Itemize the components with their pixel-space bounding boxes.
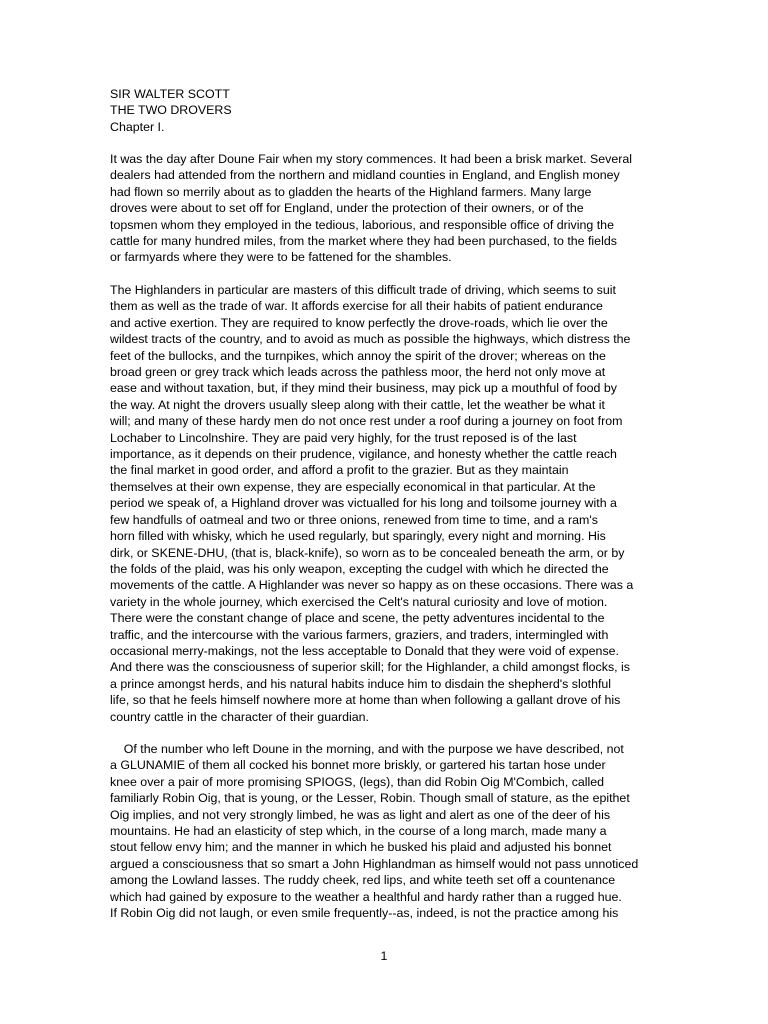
text-line: mountains. He had an elasticity of step which, in the course of a long march, made many a bbox=[110, 824, 607, 839]
text-line: traffic, and the intercourse with the various farmers, graziers, and traders, intermingled with bbox=[110, 627, 609, 642]
text-line: dirk, or SKENE-DHU, (that is, black-knife), so worn as to be concealed beneath the arm, or by bbox=[110, 545, 625, 560]
text-line: droves were about to set off for England, under the protection of their owners, or of the bbox=[110, 201, 584, 216]
text-line: And there was the consciousness of superior skill; for the Highlander, a child amongst flocks, is bbox=[110, 660, 630, 675]
text-line: them as well as the trade of war. It affords exercise for all their habits of patient endurance bbox=[110, 299, 603, 314]
text-line: life, so that he feels himself nowhere more at home than when following a gallant drove of his bbox=[110, 693, 621, 708]
text-line: familiarly Robin Oig, that is young, or the Lesser, Robin. Though small of stature, as the epithet bbox=[110, 791, 630, 806]
text-line: Lochaber to Lincolnshire. They are paid very highly, for the trust reposed is of the last bbox=[110, 430, 577, 445]
text-line: There were the constant change of place and scene, the petty adventures incidental to the bbox=[110, 611, 605, 626]
text-line: period we speak of, a Highland drover was victualled for his long and toilsome journey with a bbox=[110, 496, 617, 511]
text-line: dealers had attended from the northern and midland counties in England, and English money bbox=[110, 168, 620, 183]
text-line: few handfulls of oatmeal and two or three onions, renewed from time to time, and a ram's bbox=[110, 512, 598, 527]
text-line: cattle for many hundred miles, from the market where they had been purchased, to the fields bbox=[110, 234, 617, 249]
page-number: 1 bbox=[380, 949, 388, 963]
text-line: knee over a pair of more promising SPIOGS, (legs), than did Robin Oig M'Combich, called bbox=[110, 774, 605, 789]
text-line: wildest tracts of the country, and to avoid as much as possible the highways, which distress the bbox=[110, 332, 631, 347]
text-line: The Highlanders in particular are masters of this difficult trade of driving, which seems to suit bbox=[110, 283, 616, 297]
paragraph-2 bbox=[110, 282, 658, 725]
text-line: will; and many of these hardy men do not once rest under a roof during a journey on foot from bbox=[110, 414, 623, 429]
text-line: country cattle in the character of their guardian. bbox=[110, 709, 369, 724]
text-line: movements of the cattle. A Highlander was never so happy as on these occasions. There was a bbox=[110, 578, 634, 593]
text-line: horn filled with whisky, which he used regularly, but sparingly, every night and morning. His bbox=[110, 529, 606, 544]
text-line: a GLUNAMIE of them all cocked his bonnet more briskly, or gartered his tartan hose under bbox=[110, 758, 606, 773]
text-line: It was the day after Doune Fair when my story commences. It had been a brisk market. Several bbox=[110, 152, 633, 166]
chapter-line: Chapter I. bbox=[110, 119, 165, 134]
title-line: THE TWO DROVERS bbox=[110, 103, 232, 118]
text-line: variety in the whole journey, which exercised the Celt's natural curiosity and love of motion. bbox=[110, 594, 608, 609]
text-line: a prince amongst herds, and his natural habits induce him to disdain the shepherd's slothful bbox=[110, 676, 612, 691]
text-line: broad green or grey track which leads across the pathless moor, the herd not only move at bbox=[110, 365, 606, 380]
paragraph-1 bbox=[110, 151, 658, 266]
text-line: the way. At night the drovers usually sleep along with their cattle, let the weather be what it bbox=[110, 397, 605, 412]
text-line: among the Lowland lasses. The ruddy cheek, red lips, and white teeth set off a countenance bbox=[110, 873, 616, 888]
text-line: ease and without taxation, but, if they mind their business, may pick up a mouthful of food by bbox=[110, 381, 617, 396]
text-line: topsmen whom they employed in the tedious, laborious, and responsible office of driving the bbox=[110, 217, 614, 232]
text-line: stout fellow envy him; and the manner in which he busked his plaid and adjusted his bonnet bbox=[110, 840, 612, 855]
text-line: the final market in good order, and afford a profit to the grazier. But as they maintain bbox=[110, 463, 569, 478]
text-line: feet of the bullocks, and the turnpikes, which annoy the spirit of the drover; whereas on the bbox=[110, 348, 606, 363]
text-line: If Robin Oig did not laugh, or even smile frequently--as, indeed, is not the practice among his bbox=[110, 906, 619, 921]
text-line: Oig implies, and not very strongly limbed, he was as light and alert as one of the deer of his bbox=[110, 807, 611, 822]
text-line: occasional merry-makings, not the less acceptable to Donald that they were void of expense. bbox=[110, 643, 619, 658]
author-line: SIR WALTER SCOTT bbox=[110, 87, 230, 101]
text-line: the folds of the plaid, was his only weapon, excepting the cudgel with which he directed the bbox=[110, 561, 609, 576]
text-line: had flown so merrily about as to gladden the hearts of the Highland farmers. Many large bbox=[110, 184, 592, 199]
text-line: which had gained by exposure to the weather a healthful and hardy rather than a rugged hue. bbox=[110, 889, 622, 904]
text-line: or farmyards where they were to be fattened for the shambles. bbox=[110, 250, 452, 265]
text-line: argued a consciousness that so smart a John Highlandman as himself would not pass unnoticed bbox=[110, 856, 639, 871]
text-line: themselves at their own expense, they are especially economical in that particular. At the bbox=[110, 479, 596, 494]
document-header bbox=[110, 86, 670, 135]
text-line: Of the number who left Doune in the morning, and with the purpose we have described, not bbox=[110, 742, 624, 756]
text-line: and active exertion. They are required to know perfectly the drove-roads, which lie over the bbox=[110, 315, 608, 330]
text-line: importance, as it depends on their prudence, vigilance, and honesty whether the cattle reach bbox=[110, 447, 617, 462]
paragraph-3 bbox=[110, 741, 658, 921]
